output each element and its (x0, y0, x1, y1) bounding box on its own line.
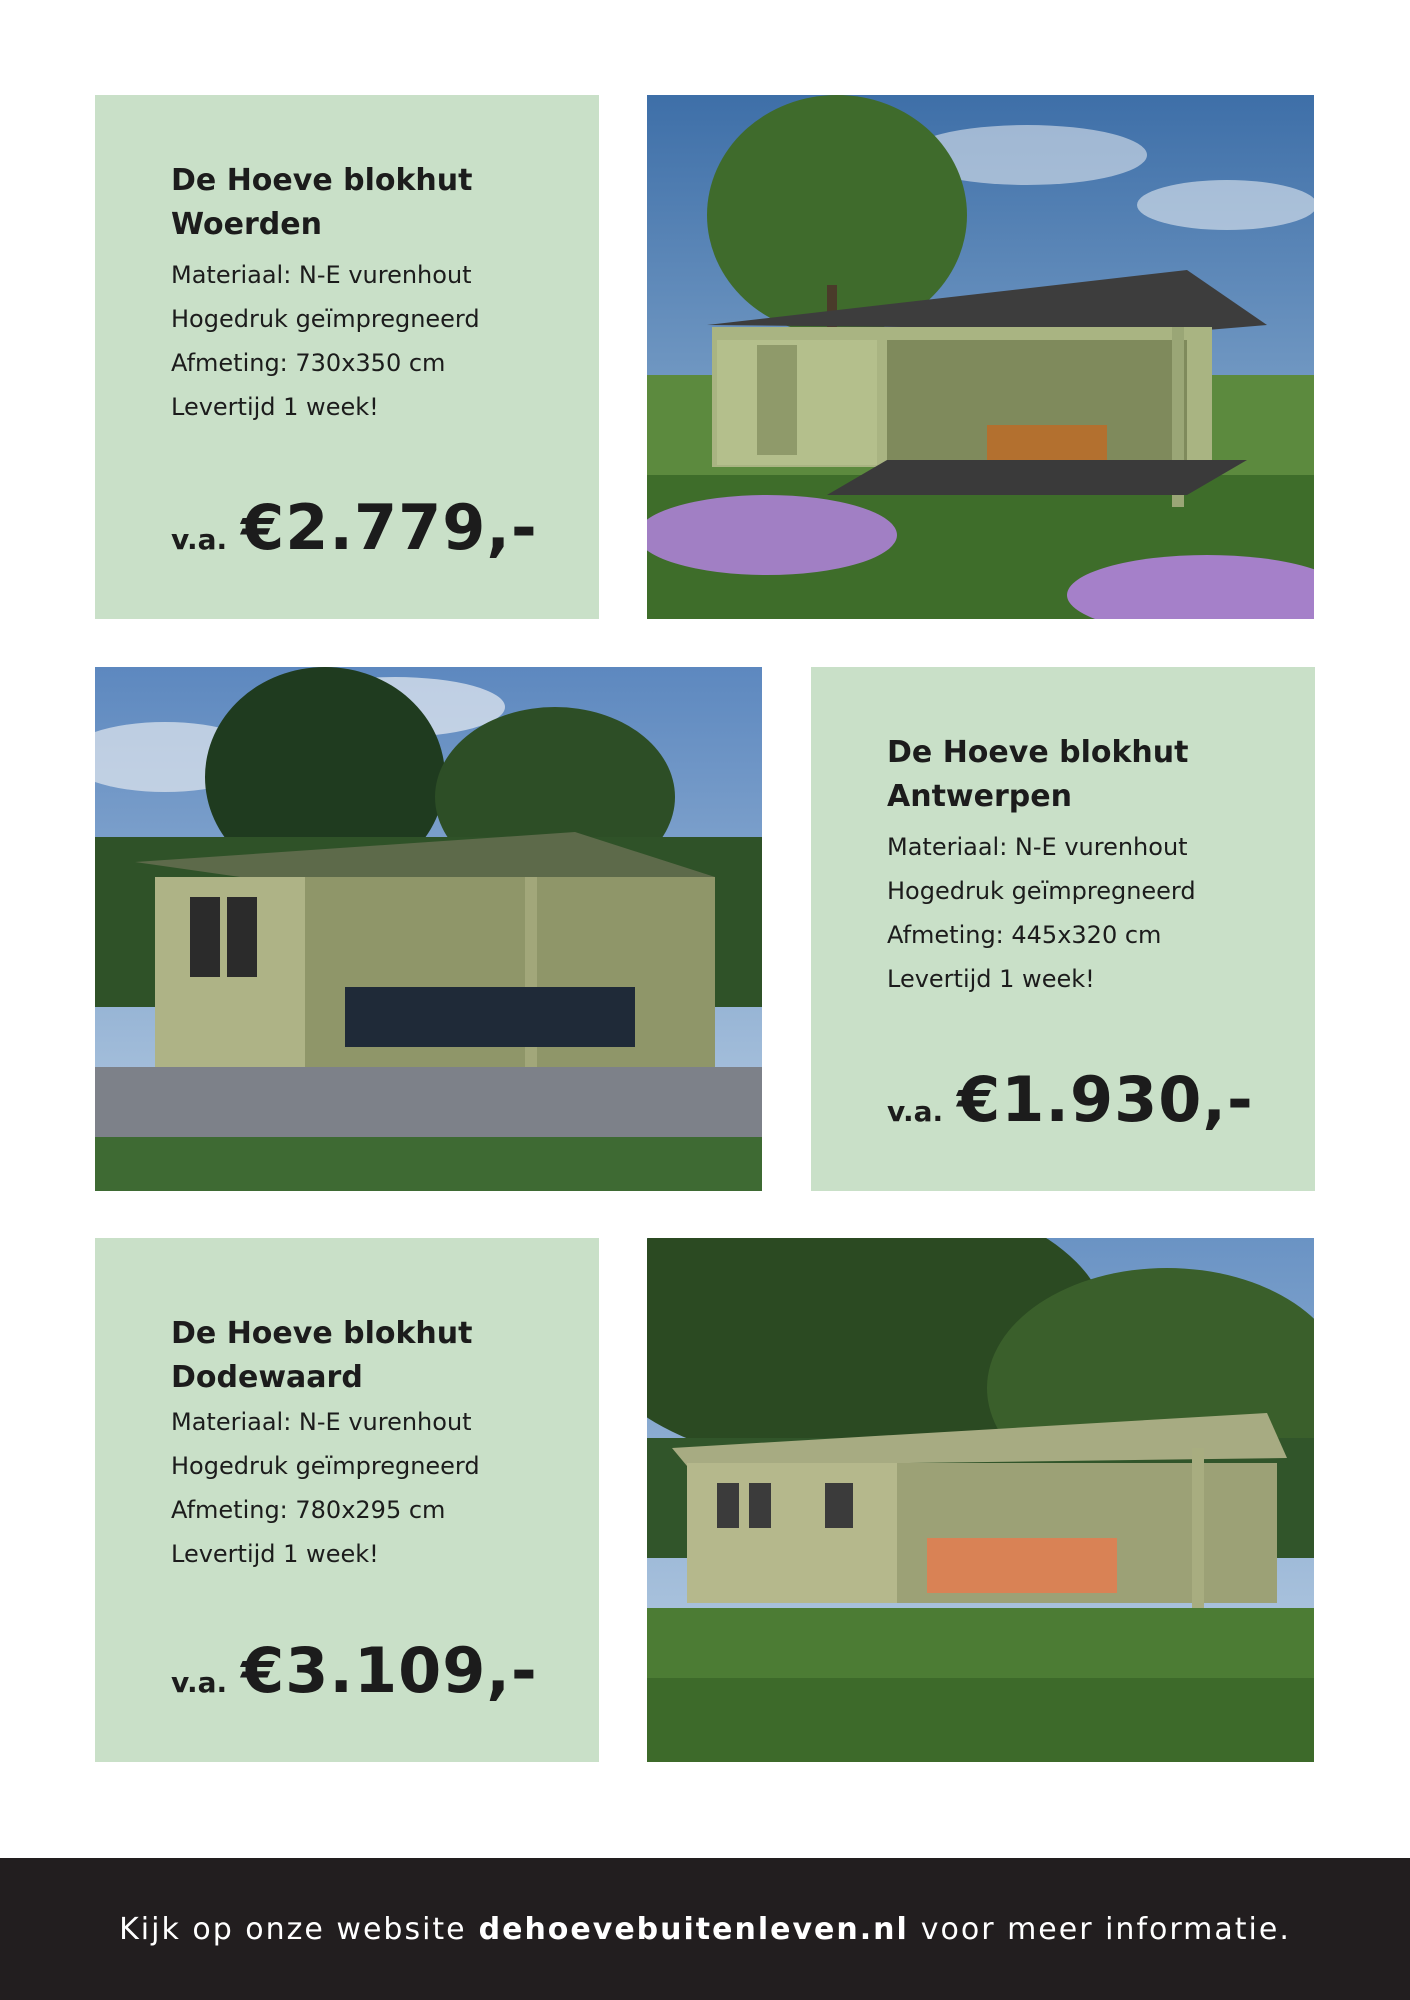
product-title-line2: Woerden (171, 207, 322, 242)
price-prefix: v.a. (887, 1095, 944, 1128)
product-material: Materiaal: N-E vurenhout (171, 261, 472, 289)
product-material: Materiaal: N-E vurenhout (887, 833, 1188, 861)
product-title-line1: De Hoeve blokhut (171, 163, 473, 198)
product-card-antwerpen (811, 667, 1315, 1191)
product-title-line1: De Hoeve blokhut (171, 1316, 473, 1351)
product-price (887, 1063, 1254, 1136)
footer-text-before: Kijk op onze website (119, 1911, 467, 1947)
product-treatment: Hogedruk geïmpregneerd (171, 305, 480, 333)
product-title-line2: Antwerpen (887, 779, 1072, 814)
product-price (171, 491, 538, 564)
product-size: Afmeting: 445x320 cm (887, 921, 1162, 949)
price-prefix: v.a. (171, 523, 228, 556)
product-photo-antwerpen (95, 667, 762, 1191)
product-card-woerden (95, 95, 599, 619)
product-delivery: Levertijd 1 week! (171, 1540, 379, 1568)
product-delivery: Levertijd 1 week! (171, 393, 379, 421)
product-photo-dodewaard (647, 1238, 1314, 1762)
product-title-line2: Dodewaard (171, 1360, 363, 1395)
product-delivery: Levertijd 1 week! (887, 965, 1095, 993)
product-title-line1: De Hoeve blokhut (887, 735, 1189, 770)
product-material: Materiaal: N-E vurenhout (171, 1408, 472, 1436)
price-amount: €1.930,- (957, 1063, 1254, 1136)
price-amount: €2.779,- (241, 491, 538, 564)
product-treatment: Hogedruk geïmpregneerd (171, 1452, 480, 1480)
product-card-dodewaard (95, 1238, 599, 1762)
footer-website-link[interactable]: dehoevebuitenleven.nl (478, 1911, 909, 1947)
price-prefix: v.a. (171, 1666, 228, 1699)
product-size: Afmeting: 730x350 cm (171, 349, 446, 377)
footer-text-after: voor meer informatie. (920, 1911, 1291, 1947)
product-size: Afmeting: 780x295 cm (171, 1496, 446, 1524)
footer-banner (0, 1858, 1410, 2000)
product-price (171, 1634, 538, 1707)
product-photo-woerden (647, 95, 1314, 619)
price-amount: €3.109,- (241, 1634, 538, 1707)
product-treatment: Hogedruk geïmpregneerd (887, 877, 1196, 905)
